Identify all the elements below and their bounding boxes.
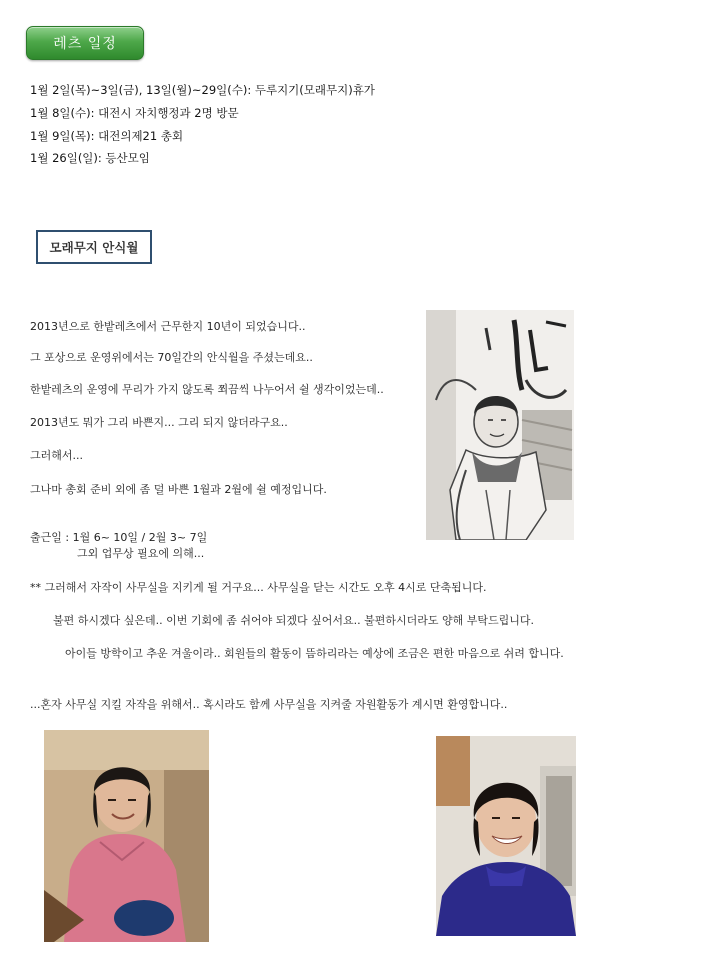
body-line: 그 포상으로 운영위에서는 70일간의 안식월을 주셨는데요.. <box>30 351 313 364</box>
schedule-header-button[interactable]: 레츠 일정 <box>26 26 144 60</box>
body-line: 2013년으로 한밭레츠에서 근무한지 10년이 되었습니다.. <box>30 320 306 333</box>
work-days: 출근일 : 1월 6~ 10일 / 2월 3~ 7일 <box>30 531 208 544</box>
closing-line: ...혼자 사무실 지킬 자작을 위해서.. 혹시라도 함께 사무실을 지켜줄 자원활동가 계시면 환영합니다.. <box>30 698 508 711</box>
work-note: 그외 업무상 필요에 의해... <box>77 547 205 560</box>
note-line: 아이들 방학이고 추운 겨울이라.. 회원들의 활동이 뜸하리라는 예상에 조금은 편한 마음으로 쉬려 합니다. <box>65 647 564 660</box>
note-line: ** 그러해서 자작이 사무실을 지키게 될 거구요... 사무실을 닫는 시간도 오후 4시로 단축됩니다. <box>30 581 487 594</box>
schedule-item: 1월 26일(일): 등산모임 <box>30 151 150 165</box>
sketch-portrait-image <box>426 310 574 540</box>
body-line: 그러해서... <box>30 449 83 462</box>
schedule-item: 1월 9일(목): 대전의제21 총회 <box>30 129 184 143</box>
schedule-item: 1월 2일(목)~3일(금), 13일(월)~29일(수): 두루지기(모래무지)휴가 <box>30 83 375 97</box>
section-title: 모래무지 안식월 <box>36 230 152 264</box>
note-line: 불편 하시겠다 싶은데.. 이번 기회에 좀 쉬어야 되겠다 싶어서요.. 불편하시더라도 양해 부탁드립니다. <box>53 614 534 627</box>
body-line: 한밭레츠의 운영에 무리가 가지 않도록 쬐끔씩 나누어서 쉴 생각이었는데.. <box>30 383 384 396</box>
staff-photo-left <box>44 730 209 942</box>
body-line: 그나마 총회 준비 외에 좀 덜 바쁜 1월과 2월에 쉴 예정입니다. <box>30 483 327 496</box>
schedule-item: 1월 8일(수): 대전시 자치행정과 2명 방문 <box>30 106 239 120</box>
staff-photo-right <box>436 736 576 936</box>
body-line: 2013년도 뭐가 그리 바쁜지... 그리 되지 않더라구요.. <box>30 416 288 429</box>
